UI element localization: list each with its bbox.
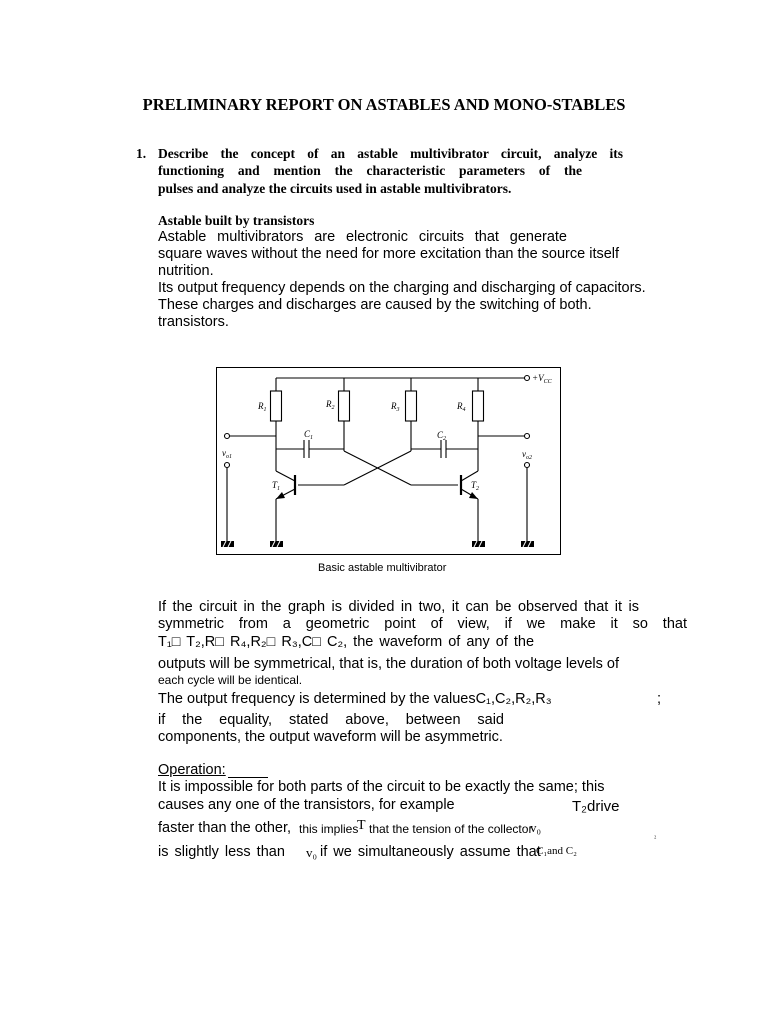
operation-line-3-mark: ₂ (654, 831, 657, 839)
label-c1-sub: 1 (310, 435, 314, 441)
operation-line-3-implies: this implies (299, 822, 359, 836)
label-vo2: v (522, 449, 526, 459)
operation-heading: Operation: (158, 762, 226, 778)
symmetry-line-3: T₁□ T₂,R□ R₄,R₂□ R₃,C□ C₂, the waveform of any of the (158, 634, 535, 650)
symmetry-line-4: outputs will be symmetrical, that is, the duration of both voltage levels of (158, 656, 620, 672)
intro-line-2: square waves without the need for more excitation than the source itself (158, 246, 620, 262)
label-c2: C (437, 430, 444, 440)
label-r1: R (258, 401, 264, 411)
page-title: PRELIMINARY REPORT ON ASTABLES AND MONO-STABLES (142, 95, 626, 114)
operation-line-2-right: T₂drive (572, 798, 620, 815)
operation-line-4-start: is slightly less than (158, 844, 285, 860)
symmetry-line-2: symmetric from a geometric point of view, if we make it so that (158, 616, 687, 632)
intro-line-3: nutrition. (158, 263, 214, 279)
operation-line-4-vo: v₀ (306, 845, 318, 860)
question-line-3: pulses and analyze the circuits used in astable multivibrators. (158, 181, 512, 196)
intro-line-4: Its output frequency depends on the charging and discharging of capacitors. (158, 280, 646, 296)
equality-line: if the equality, stated above, between said (158, 712, 504, 728)
operation-line-3-t: T (357, 818, 366, 833)
label-vcc: +V (532, 373, 544, 383)
frequency-semicolon: ; (657, 691, 662, 707)
label-vo1-sub: o1 (226, 454, 232, 460)
operation-line-1: It is impossible for both parts of the circuit to be exactly the same; this (158, 779, 605, 795)
question-number: 1. (136, 146, 147, 161)
label-r2-sub: 2 (331, 405, 335, 411)
label-vcc-sub: CC (543, 379, 552, 385)
label-vo2-sub: o2 (526, 455, 532, 461)
question-line-2: functioning and mention the characteristic parameters of the (158, 163, 582, 178)
intro-line-6: transistors. (158, 314, 229, 330)
operation-line-4-assume: if we simultaneously assume that (320, 844, 541, 860)
label-t2-sub: 2 (476, 486, 480, 492)
label-c2-sub: 2 (443, 436, 447, 442)
intro-line-5: These charges and discharges are caused by the switching of both. (158, 297, 592, 313)
label-t1-sub: 1 (277, 486, 281, 492)
operation-line-3-vo: v₀ (530, 820, 542, 835)
label-r3: R (391, 401, 397, 411)
astable-circuit-diagram (216, 367, 561, 555)
operation-heading-rule (228, 777, 268, 778)
label-vo1: v (222, 448, 226, 458)
label-r4: R (457, 401, 463, 411)
figure-caption: Basic astable multivibrator (318, 562, 447, 574)
label-t2: T (471, 480, 477, 490)
question-line-1: Describe the concept of an astable multivibrator circuit, analyze its (158, 146, 623, 161)
frequency-line: The output frequency is determined by the valuesC₁,C₂,R₂,R₃ (158, 691, 552, 707)
label-r4-sub: 4 (462, 407, 466, 413)
symmetry-line-1: If the circuit in the graph is divided in two, it can be observed that it is (158, 599, 639, 615)
asymmetric-line: components, the output waveform will be asymmetric. (158, 729, 503, 745)
label-r2: R (326, 399, 332, 409)
operation-line-4-caps: C₁and C₂ (536, 845, 577, 857)
operation-line-3-start: faster than the other, (158, 820, 292, 836)
symmetry-line-5: each cycle will be identical. (158, 673, 303, 687)
label-r3-sub: 3 (396, 407, 400, 413)
label-r1-sub: 1 (263, 407, 267, 413)
operation-line-3-tension: that the tension of the collector (369, 822, 533, 836)
intro-line-1: Astable multivibrators are electronic circuits that generate (158, 229, 567, 245)
operation-line-2: causes any one of the transistors, for example (158, 797, 455, 813)
section-subheading: Astable built by transistors (158, 213, 315, 228)
label-t1: T (272, 480, 278, 490)
label-c1: C (304, 429, 311, 439)
